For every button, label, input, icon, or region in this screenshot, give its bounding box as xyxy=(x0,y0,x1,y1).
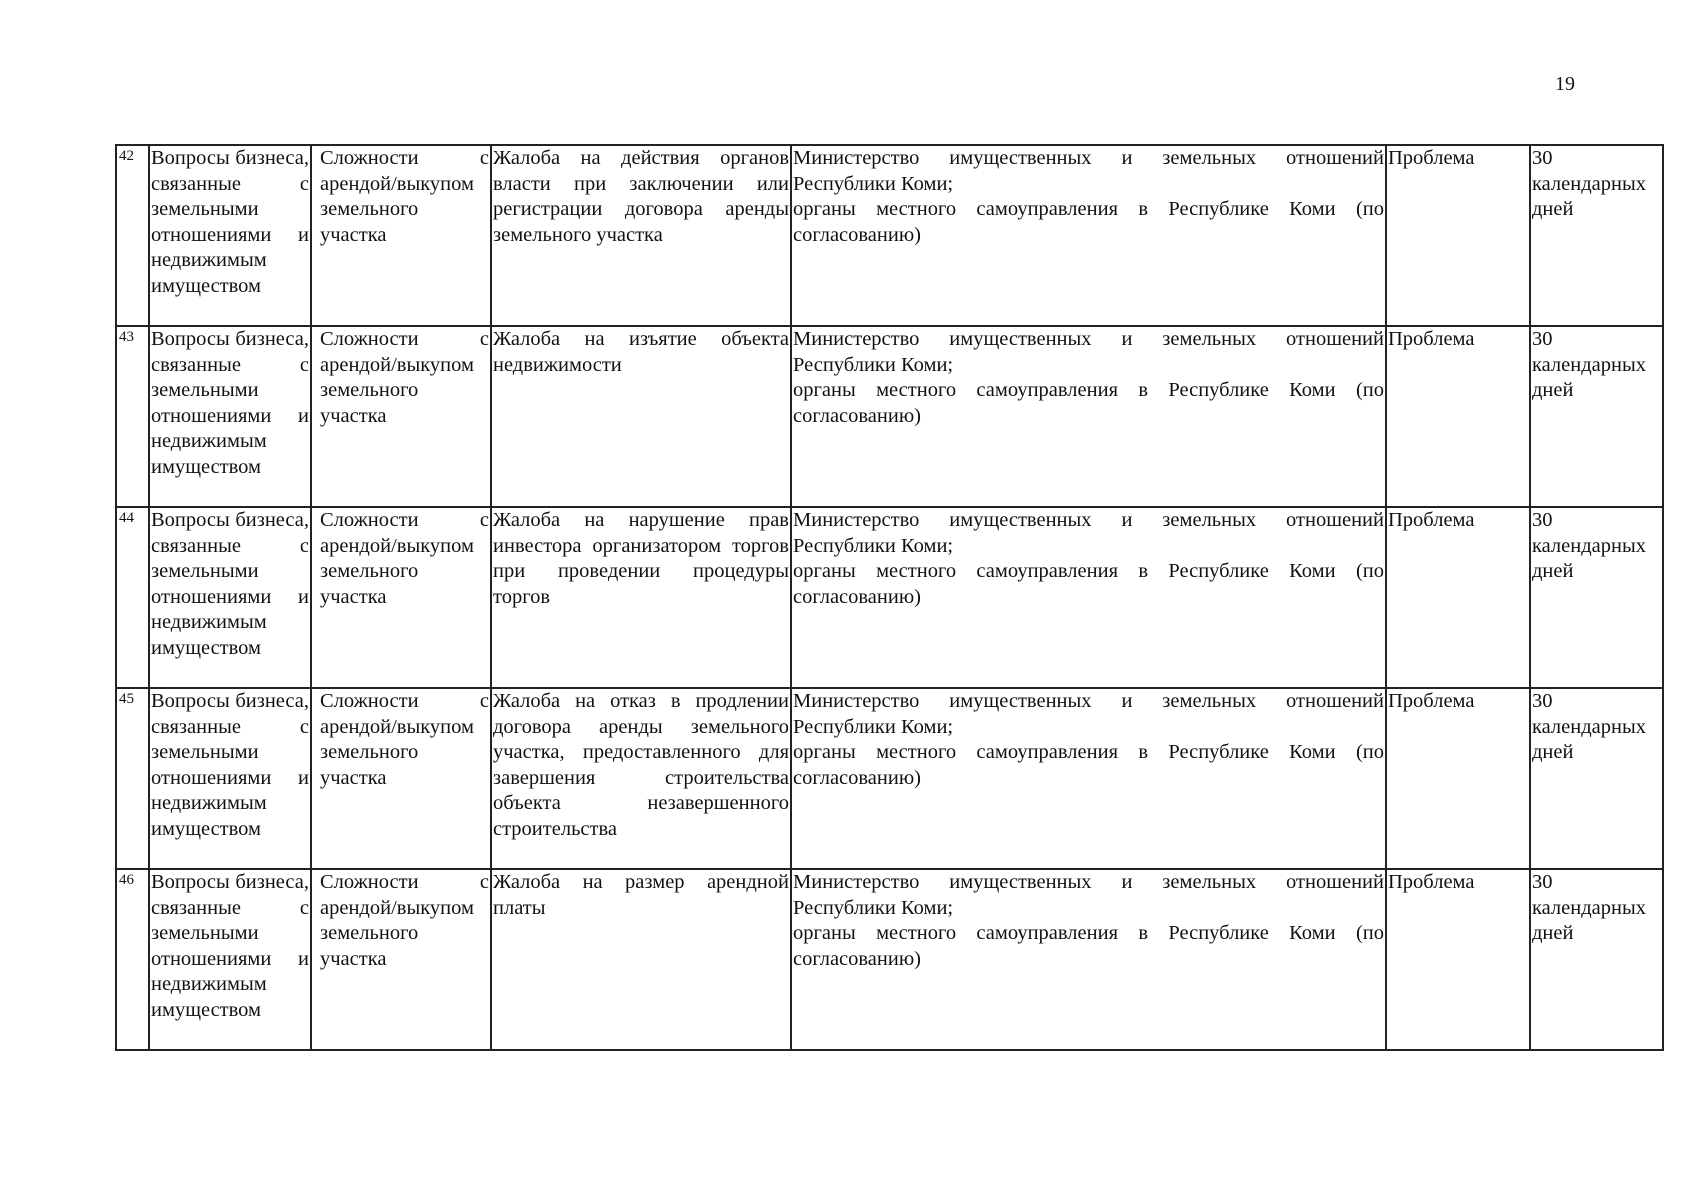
description-cell: Жалоба на нарушение прав инвестора организатором торгов при проведении процедуры торгов xyxy=(491,507,791,688)
subtopic-cell: Сложности с арендой/выкупом земельного участка xyxy=(311,145,491,326)
responsible-body-cell: Министерство имущественных и земельных отношений Республики Коми; органы местного самоуправления в Республике Коми (по согласованию) xyxy=(791,145,1386,326)
topic-cell: Вопросы бизнеса, связанные с земельными отношениями и недвижимым имуществом xyxy=(149,507,311,688)
response-term-cell: 30 календарных дней xyxy=(1530,507,1663,688)
response-term-cell: 30 календарных дней xyxy=(1530,869,1663,1050)
appeal-type-cell: Проблема xyxy=(1386,145,1530,326)
description-cell: Жалоба на отказ в продлении договора аренды земельного участка, предоставленного для завершения строительства объекта незавершенного строительства xyxy=(491,688,791,869)
response-term-cell: 30 календарных дней xyxy=(1530,326,1663,507)
responsible-body-cell: Министерство имущественных и земельных отношений Республики Коми; органы местного самоуправления в Республике Коми (по согласованию) xyxy=(791,869,1386,1050)
row-number: 45 xyxy=(116,688,149,869)
table-row xyxy=(116,326,1663,507)
row-number: 42 xyxy=(116,145,149,326)
topic-cell: Вопросы бизнеса, связанные с земельными отношениями и недвижимым имуществом xyxy=(149,326,311,507)
subtopic-cell: Сложности с арендой/выкупом земельного участка xyxy=(311,869,491,1050)
response-term-cell: 30 календарных дней xyxy=(1530,688,1663,869)
appeal-type-cell: Проблема xyxy=(1386,688,1530,869)
table-row xyxy=(116,507,1663,688)
description-cell: Жалоба на изъятие объекта недвижимости xyxy=(491,326,791,507)
page-number: 19 xyxy=(1555,73,1575,95)
description-cell: Жалоба на размер арендной платы xyxy=(491,869,791,1050)
appeal-type-cell: Проблема xyxy=(1386,869,1530,1050)
subtopic-cell: Сложности с арендой/выкупом земельного участка xyxy=(311,326,491,507)
responsible-body-cell: Министерство имущественных и земельных отношений Республики Коми; органы местного самоуправления в Республике Коми (по согласованию) xyxy=(791,688,1386,869)
row-number: 44 xyxy=(116,507,149,688)
row-number: 43 xyxy=(116,326,149,507)
subtopic-cell: Сложности с арендой/выкупом земельного участка xyxy=(311,507,491,688)
table-row xyxy=(116,869,1663,1050)
row-number: 46 xyxy=(116,869,149,1050)
responsible-body-cell: Министерство имущественных и земельных отношений Республики Коми; органы местного самоуправления в Республике Коми (по согласованию) xyxy=(791,326,1386,507)
table-row xyxy=(116,688,1663,869)
table-row xyxy=(116,145,1663,326)
description-cell: Жалоба на действия органов власти при заключении или регистрации договора аренды земельного участка xyxy=(491,145,791,326)
topic-cell: Вопросы бизнеса, связанные с земельными отношениями и недвижимым имуществом xyxy=(149,145,311,326)
table-body xyxy=(116,145,1663,1050)
appeal-type-cell: Проблема xyxy=(1386,507,1530,688)
appeal-type-cell: Проблема xyxy=(1386,326,1530,507)
topic-cell: Вопросы бизнеса, связанные с земельными отношениями и недвижимым имуществом xyxy=(149,869,311,1050)
complaints-table xyxy=(115,144,1664,1051)
responsible-body-cell: Министерство имущественных и земельных отношений Республики Коми; органы местного самоуправления в Республике Коми (по согласованию) xyxy=(791,507,1386,688)
subtopic-cell: Сложности с арендой/выкупом земельного участка xyxy=(311,688,491,869)
topic-cell: Вопросы бизнеса, связанные с земельными отношениями и недвижимым имуществом xyxy=(149,688,311,869)
response-term-cell: 30 календарных дней xyxy=(1530,145,1663,326)
